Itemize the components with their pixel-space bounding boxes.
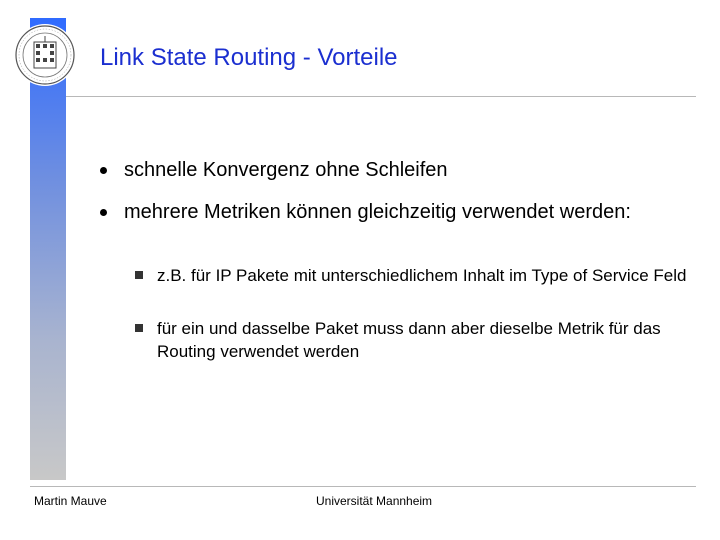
square-bullet-icon [135,271,143,279]
accent-side-bar [30,18,66,480]
bullet-text: mehrere Metriken können gleichzeitig verwendet werden: [124,201,631,223]
footer-institution: Universität Mannheim [316,494,433,508]
title-divider [66,96,696,97]
footer-author: Martin Mauve [34,494,107,508]
bullet-dot-icon [100,167,107,174]
sub-bullet-text: für ein und dasselbe Paket muss dann aber dieselbe Metrik für das Routing verwendet werden [157,319,661,361]
square-bullet-icon [135,324,143,332]
bullet-text: schnelle Konvergenz ohne Schleifen [124,159,448,181]
slide-title: Link State Routing - Vorteile [100,44,398,71]
bullet-item [100,156,690,184]
bullet-item [100,198,690,226]
university-seal-icon [14,24,76,86]
sub-bullet-item [135,264,695,287]
bullet-dot-icon [100,209,107,216]
footer-divider [30,486,696,487]
sub-bullet-item [135,317,695,363]
sub-bullet-text: z.B. für IP Pakete mit unterschiedlichem Inhalt im Type of Service Feld [157,266,687,285]
